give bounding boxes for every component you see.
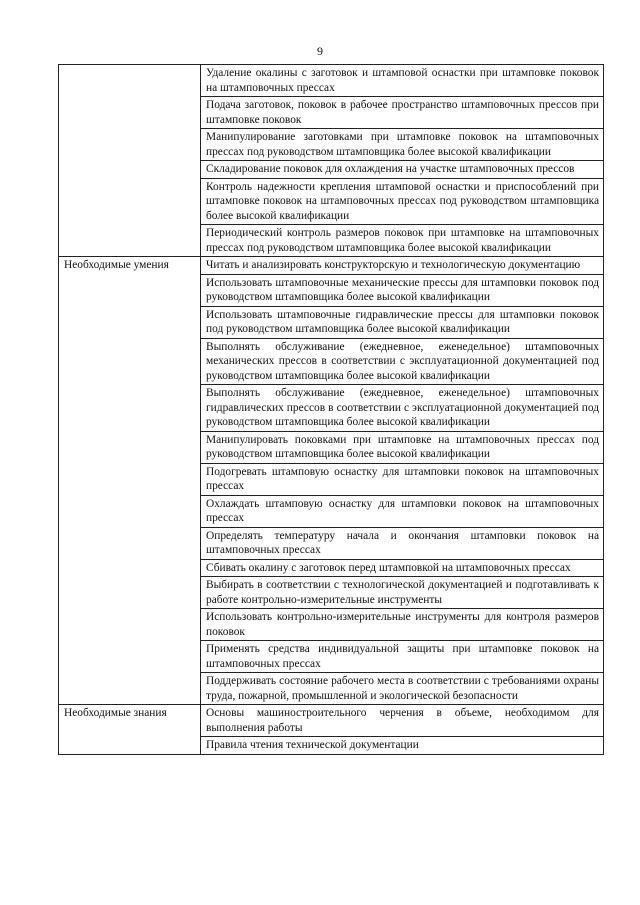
requirements-table — [58, 64, 604, 755]
section-label: Необходимые знания — [59, 705, 201, 755]
section-label: Необходимые умения — [59, 257, 201, 705]
requirement-item: Правила чтения технической документации — [201, 737, 604, 755]
table-row — [59, 65, 604, 97]
requirement-item: Выполнять обслуживание (ежедневное, еженедельное) штамповочных механических прессов в соответствии с эксплуатационной документацией под руководством штамповщика более высокой квалификации — [201, 338, 604, 385]
requirement-item: Определять температуру начала и окончания штамповки поковок на штамповочных прессах — [201, 527, 604, 559]
requirement-item: Подача заготовок, поковок в рабочее пространство штамповочных прессов при штамповке поковок — [201, 97, 604, 129]
requirement-item: Складирование поковок для охлаждения на участке штамповочных прессов — [201, 161, 604, 179]
requirement-item: Основы машиностроительного черчения в объеме, необходимом для выполнения работы — [201, 705, 604, 737]
requirement-item: Использовать штамповочные гидравлические прессы для штамповки поковок под руководством штамповщика более высокой квалификации — [201, 306, 604, 338]
requirement-item: Читать и анализировать конструкторскую и технологическую документацию — [201, 257, 604, 275]
table-row — [59, 705, 604, 737]
requirement-item: Выполнять обслуживание (ежедневное, еженедельное) штамповочных гидравлических прессов в соответствии с эксплуатационной документацией под руководством штамповщика более высокой квалификации — [201, 385, 604, 432]
requirement-item: Выбирать в соответствии с технологической документацией и подготавливать к работе контрольно-измерительные инструменты — [201, 577, 604, 609]
requirement-item: Манипулировать поковками при штамповке на штамповочных прессах под руководством штамповщика более высокой квалификации — [201, 431, 604, 463]
requirement-item: Охлаждать штамповую оснастку для штамповки поковок на штамповочных прессах — [201, 495, 604, 527]
requirement-item: Сбивать окалину с заготовок перед штамповкой на штамповочных прессах — [201, 559, 604, 577]
page-number: 9 — [317, 44, 323, 58]
requirement-item: Подогревать штамповую оснастку для штамповки поковок на штамповочных прессах — [201, 463, 604, 495]
section-label — [59, 65, 201, 257]
requirement-item: Контроль надежности крепления штамповой оснастки и приспособлений при штамповке поковок на штамповочных прессах под руководством штамповщика более высокой квалификации — [201, 178, 604, 225]
requirement-item: Использовать штамповочные механические прессы для штамповки поковок под руководством штамповщика более высокой квалификации — [201, 274, 604, 306]
requirements-table-body — [59, 65, 604, 755]
requirement-item: Применять средства индивидуальной защиты при штамповке поковок на штамповочных прессах — [201, 641, 604, 673]
requirement-item: Периодический контроль размеров поковок при штамповке на штамповочных прессах под руководством штамповщика более высокой квалификации — [201, 225, 604, 257]
requirement-item: Поддерживать состояние рабочего места в соответствии с требованиями охраны труда, пожарной, промышленной и экологической безопасности — [201, 673, 604, 705]
requirement-item: Удаление окалины с заготовок и штамповой оснастки при штамповке поковок на штамповочных прессах — [201, 65, 604, 97]
requirement-item: Использовать контрольно-измерительные инструменты для контроля размеров поковок — [201, 609, 604, 641]
table-row — [59, 257, 604, 275]
requirement-item: Манипулирование заготовками при штамповке поковок на штамповочных прессах под руководством штамповщика более высокой квалификации — [201, 129, 604, 161]
